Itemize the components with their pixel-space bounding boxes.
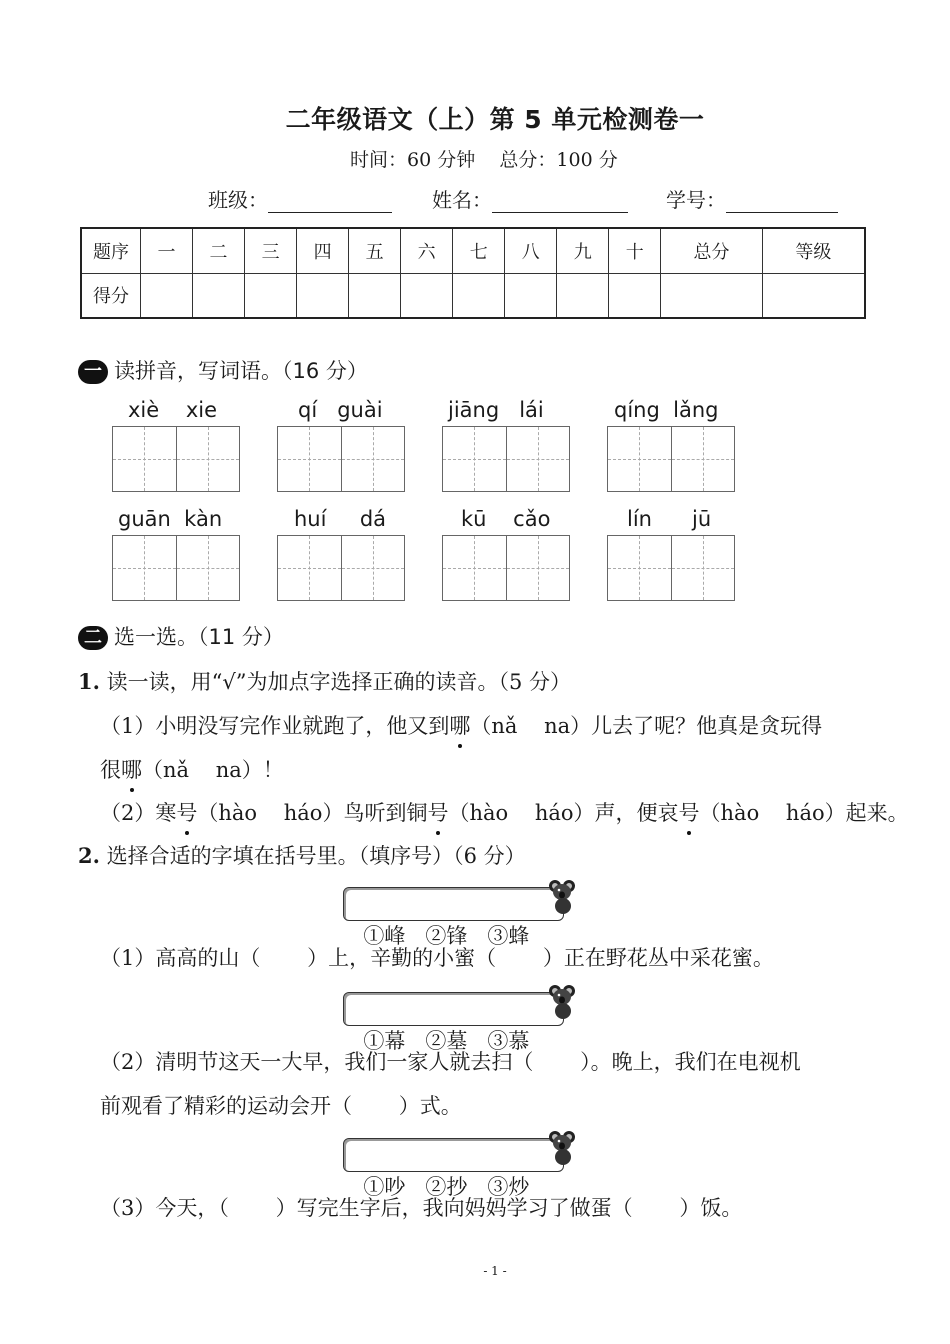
table-cell: 三 — [245, 228, 297, 273]
question-text: 读一读，用“√”为加点字选择正确的读音。（5 分） — [106, 670, 572, 694]
student-id-blank[interactable] — [726, 190, 838, 213]
page-title: 二年级语文（上）第 5 单元检测卷一 — [285, 105, 705, 134]
page-number: - 1 - — [483, 1264, 507, 1278]
name-label: 姓名： — [432, 188, 492, 212]
dotted-character: 号 — [427, 797, 448, 827]
exam-meta — [350, 145, 618, 172]
grid-cell[interactable] — [113, 427, 176, 491]
koala-icon — [547, 878, 577, 914]
pinyin-label: jiāng lái — [448, 398, 544, 422]
pinyin-label: qíng lǎng — [614, 398, 719, 422]
time-label: 时间：60 分钟 — [350, 149, 476, 171]
grid-cell[interactable] — [176, 536, 240, 600]
options-text: ①幕 ②墓 ③慕 — [363, 1029, 530, 1053]
koala-icon — [547, 983, 577, 1019]
writing-grid[interactable] — [112, 426, 240, 492]
writing-grid[interactable] — [607, 535, 735, 601]
table-cell: 题序 — [81, 228, 141, 273]
sentence-text: （2）寒 — [100, 801, 177, 825]
grid-cell[interactable] — [176, 427, 240, 491]
score-cell[interactable] — [349, 273, 401, 318]
table-cell: 二 — [193, 228, 245, 273]
score-table-score-row — [81, 273, 865, 318]
total-score-label: 总分：100 分 — [499, 149, 618, 171]
grid-cell[interactable] — [608, 536, 671, 600]
section-1-title: 读拼音，写词语。（16 分） — [114, 359, 368, 383]
score-table-header-row — [81, 228, 865, 273]
q2-sentence-2-line-1: （2）清明节这天一大早，我们一家人就去扫（ ）。晚上，我们在电视机 — [100, 1050, 801, 1074]
grid-cell[interactable] — [278, 536, 341, 600]
score-cell[interactable] — [762, 273, 865, 318]
sentence-text: 很 — [100, 758, 121, 782]
student-id-field — [666, 184, 838, 213]
score-cell[interactable] — [245, 273, 297, 318]
student-id-label: 学号： — [666, 188, 726, 212]
table-cell: 等级 — [762, 228, 865, 273]
pinyin-label: huí dá — [294, 507, 387, 531]
grid-cell[interactable] — [506, 536, 570, 600]
grid-cell[interactable] — [443, 427, 506, 491]
question-text: 选择合适的字填在括号里。（填序号）（6 分） — [106, 844, 526, 868]
section-number-badge: 二 — [78, 626, 108, 650]
q2-sentence-2-line-2: 前观看了精彩的运动会开（ ）式。 — [100, 1094, 462, 1118]
score-table — [80, 227, 866, 319]
section-1-heading — [78, 355, 368, 385]
score-cell[interactable] — [661, 273, 762, 318]
options-box — [343, 992, 564, 1053]
score-cell[interactable] — [505, 273, 557, 318]
class-field — [208, 184, 392, 213]
q1-item-2 — [100, 797, 909, 827]
pinyin-label: lín jū — [627, 507, 712, 531]
grid-cell[interactable] — [443, 536, 506, 600]
grid-cell[interactable] — [341, 536, 405, 600]
writing-grid[interactable] — [607, 426, 735, 492]
sentence-text: （nǎ na）儿去了呢？他真是贪玩得 — [470, 714, 823, 738]
options-box — [343, 1138, 564, 1199]
sentence-text: （nǎ na）！ — [142, 758, 284, 782]
dotted-character: 哪 — [449, 710, 470, 740]
sentence-text: （hào háo）声，便哀 — [448, 801, 679, 825]
dotted-character: 哪 — [121, 754, 142, 784]
table-cell: 五 — [349, 228, 401, 273]
question-number: 1. — [78, 669, 100, 694]
class-label: 班级： — [208, 188, 268, 212]
q1-item-1-line-2 — [100, 754, 284, 784]
koala-icon — [547, 1129, 577, 1165]
question-2 — [78, 840, 526, 870]
table-cell: 九 — [557, 228, 609, 273]
pinyin-label: xiè xie — [128, 398, 218, 422]
class-blank[interactable] — [268, 190, 392, 213]
options-text: ①峰 ②锋 ③蜂 — [363, 924, 530, 948]
writing-grid[interactable] — [442, 535, 570, 601]
score-cell[interactable] — [141, 273, 193, 318]
writing-grid[interactable] — [442, 426, 570, 492]
question-number: 2. — [78, 843, 100, 868]
q2-sentence-1: （1）高高的山（ ）上，辛勤的小蜜（ ）正在野花丛中采花蜜。 — [100, 946, 774, 970]
q2-sentence-3: （3）今天，（ ）写完生字后，我向妈妈学习了做蛋（ ）饭。 — [100, 1196, 743, 1220]
name-field — [432, 184, 628, 213]
grid-cell[interactable] — [278, 427, 341, 491]
grid-cell[interactable] — [341, 427, 405, 491]
sentence-text: （hào háo）起来。 — [699, 801, 909, 825]
writing-grid[interactable] — [277, 535, 405, 601]
table-cell: 六 — [401, 228, 453, 273]
table-cell: 十 — [609, 228, 661, 273]
grid-cell[interactable] — [506, 427, 570, 491]
table-cell: 一 — [141, 228, 193, 273]
section-2-heading — [78, 621, 284, 651]
question-1 — [78, 666, 571, 696]
dotted-character: 号 — [679, 797, 700, 827]
table-cell: 四 — [297, 228, 349, 273]
writing-grid[interactable] — [277, 426, 405, 492]
section-number-badge: 一 — [78, 360, 108, 384]
table-cell: 得分 — [81, 273, 141, 318]
grid-cell[interactable] — [608, 427, 671, 491]
sentence-text: （1）小明没写完作业就跑了，他又到 — [100, 714, 450, 738]
grid-cell[interactable] — [113, 536, 176, 600]
score-cell[interactable] — [609, 273, 661, 318]
score-cell[interactable] — [453, 273, 505, 318]
grid-cell[interactable] — [671, 536, 735, 600]
name-blank[interactable] — [492, 190, 628, 213]
writing-grid[interactable] — [112, 535, 240, 601]
score-cell[interactable] — [557, 273, 609, 318]
table-cell: 总分 — [661, 228, 762, 273]
score-cell[interactable] — [297, 273, 349, 318]
options-box — [343, 887, 564, 948]
pinyin-label: kū cǎo — [461, 507, 551, 531]
grid-cell[interactable] — [671, 427, 735, 491]
pinyin-label: qí guài — [298, 398, 383, 422]
q1-item-1-line-1 — [100, 710, 822, 740]
dotted-character: 号 — [176, 797, 197, 827]
table-cell: 八 — [505, 228, 557, 273]
score-cell[interactable] — [401, 273, 453, 318]
score-cell[interactable] — [193, 273, 245, 318]
options-text: ①吵 ②抄 ③炒 — [363, 1175, 530, 1199]
table-cell: 七 — [453, 228, 505, 273]
pinyin-label: guān kàn — [118, 507, 223, 531]
sentence-text: （hào háo）鸟听到铜 — [197, 801, 428, 825]
section-2-title: 选一选。（11 分） — [114, 625, 284, 649]
